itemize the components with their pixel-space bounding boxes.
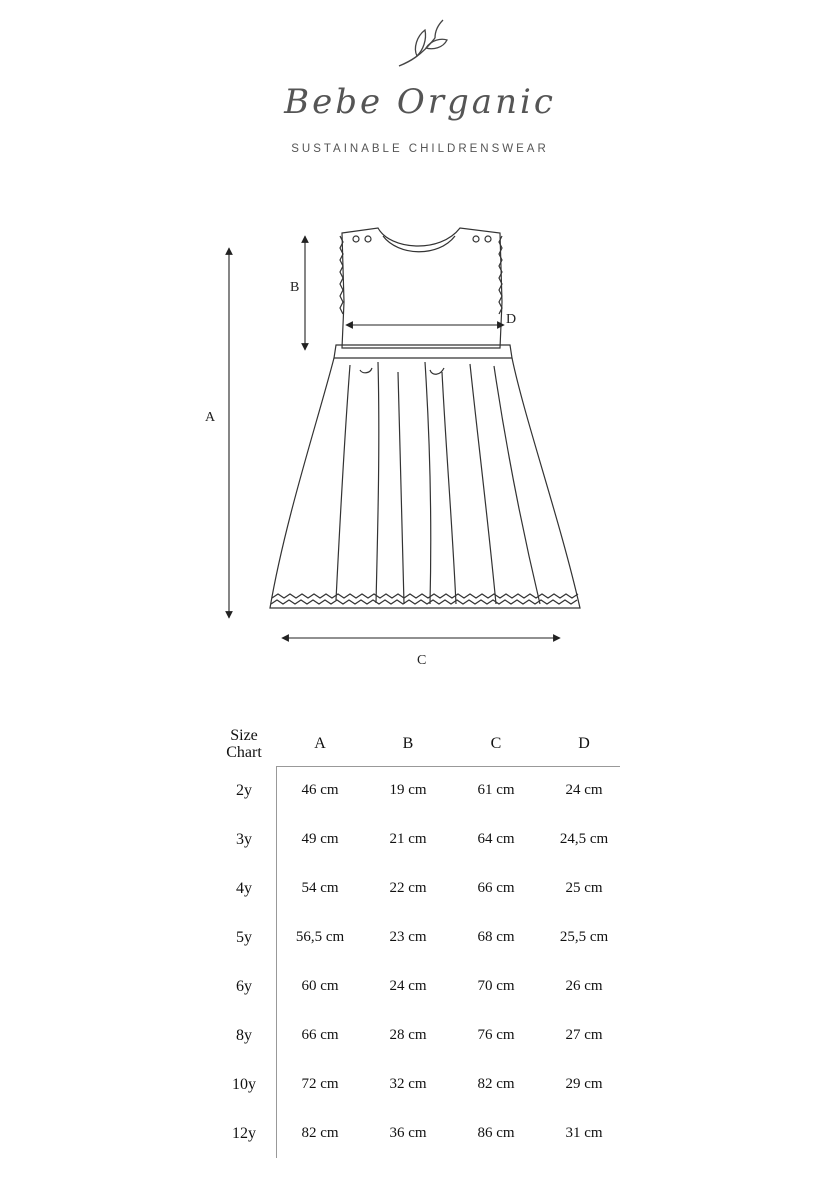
- measure-cell: 29 cm: [565, 1076, 603, 1092]
- table-row: [212, 1109, 628, 1158]
- corner-line-1: Size: [230, 727, 258, 744]
- column-header-d: D: [578, 735, 590, 752]
- size-chart-corner-label: [212, 722, 276, 766]
- measure-cell: 76 cm: [477, 1027, 515, 1043]
- measure-cell: 56,5 cm: [295, 929, 345, 945]
- measure-cell: 31 cm: [565, 1125, 603, 1141]
- measure-cell: 24 cm: [565, 782, 603, 798]
- measure-cell: 68 cm: [477, 929, 515, 945]
- size-cell: 2y: [236, 781, 252, 799]
- dimension-c-label: C: [417, 653, 427, 668]
- measure-cell: 25,5 cm: [559, 929, 609, 945]
- measure-cell: 21 cm: [389, 831, 427, 847]
- column-header-b: B: [402, 735, 414, 752]
- brand-name: Bebe Organic: [284, 82, 556, 122]
- table-row: [212, 913, 628, 962]
- table-row: [212, 864, 628, 913]
- measure-cell: 72 cm: [301, 1076, 339, 1092]
- measure-cell: 66 cm: [301, 1027, 339, 1043]
- table-row: [212, 815, 628, 864]
- dimension-d-label: D: [506, 312, 517, 327]
- table-header-row: [212, 722, 628, 766]
- measure-cell: 64 cm: [477, 831, 515, 847]
- measure-cell: 86 cm: [477, 1125, 515, 1141]
- measure-cell: 49 cm: [301, 831, 339, 847]
- measure-cell: 28 cm: [389, 1027, 427, 1043]
- measure-cell: 60 cm: [301, 978, 339, 994]
- size-cell: 4y: [236, 879, 252, 897]
- size-cell: 10y: [232, 1075, 256, 1093]
- column-header-a: A: [314, 735, 326, 752]
- measure-cell: 46 cm: [301, 782, 339, 798]
- table-row: [212, 1011, 628, 1060]
- measure-cell: 25 cm: [565, 880, 603, 896]
- measure-cell: 22 cm: [389, 880, 427, 896]
- measure-cell: 36 cm: [389, 1125, 427, 1141]
- corner-line-2: Chart: [226, 744, 262, 761]
- table-row: [212, 962, 628, 1011]
- size-chart-table: [212, 722, 628, 1158]
- dimension-b-label: B: [290, 280, 300, 295]
- table-row: [212, 766, 628, 815]
- size-cell: 12y: [232, 1124, 256, 1142]
- column-header-c: C: [490, 735, 502, 752]
- measure-cell: 82 cm: [477, 1076, 515, 1092]
- measure-cell: 27 cm: [565, 1027, 603, 1043]
- dimension-a-label: A: [205, 410, 216, 425]
- measure-cell: 82 cm: [301, 1125, 339, 1141]
- measure-cell: 24 cm: [389, 978, 427, 994]
- measure-cell: 70 cm: [477, 978, 515, 994]
- size-cell: 5y: [236, 928, 252, 946]
- measure-cell: 61 cm: [477, 782, 515, 798]
- measure-cell: 26 cm: [565, 978, 603, 994]
- size-cell: 8y: [236, 1026, 252, 1044]
- table-row: [212, 1060, 628, 1109]
- measure-cell: 23 cm: [389, 929, 427, 945]
- measure-cell: 19 cm: [389, 782, 427, 798]
- leaf-sprig-icon: [395, 18, 451, 70]
- dress-diagram: [0, 200, 840, 680]
- size-cell: 3y: [236, 830, 252, 848]
- measure-cell: 24,5 cm: [559, 831, 609, 847]
- size-cell: 6y: [236, 977, 252, 995]
- brand-tagline: SUSTAINABLE CHILDRENSWEAR: [291, 143, 549, 155]
- measure-cell: 32 cm: [389, 1076, 427, 1092]
- measure-cell: 66 cm: [477, 880, 515, 896]
- measure-cell: 54 cm: [301, 880, 339, 896]
